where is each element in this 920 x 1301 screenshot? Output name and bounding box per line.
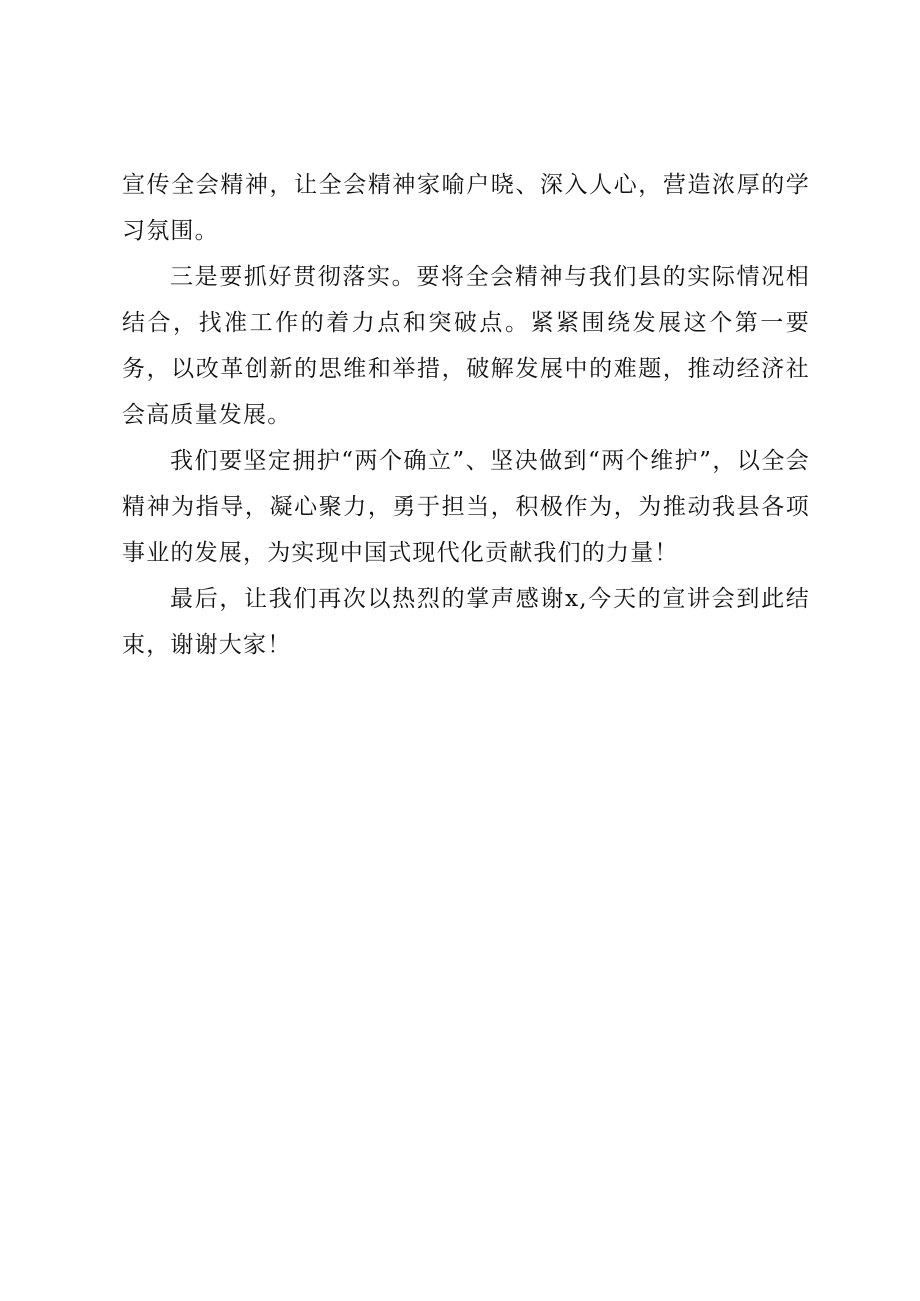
paragraph-closing: 最后，让我们再次以热烈的掌声感谢x,今天的宣讲会到此结束，谢谢大家！ (122, 586, 810, 658)
paragraph-implementation: 三是要抓好贯彻落实。要将全会精神与我们县的实际情况相结合，找准工作的着力点和突破点。紧紧围绕发展这个第一要务，以改革创新的思维和举措，破解发展中的难题，推动经济社会高质量发展。 (122, 264, 810, 428)
document-body (122, 162, 810, 668)
paragraph-commitment: 我们要坚定拥护“两个确立”、坚决做到“两个维护”，以全会精神为指导，凝心聚力，勇于担当，积极作为，为推动我县各项事业的发展，为实现中国式现代化贡献我们的力量！ (122, 448, 810, 566)
paragraph-continuation: 宣传全会精神，让全会精神家喻户晓、深入人心，营造浓厚的学习氛围。 (122, 172, 810, 244)
